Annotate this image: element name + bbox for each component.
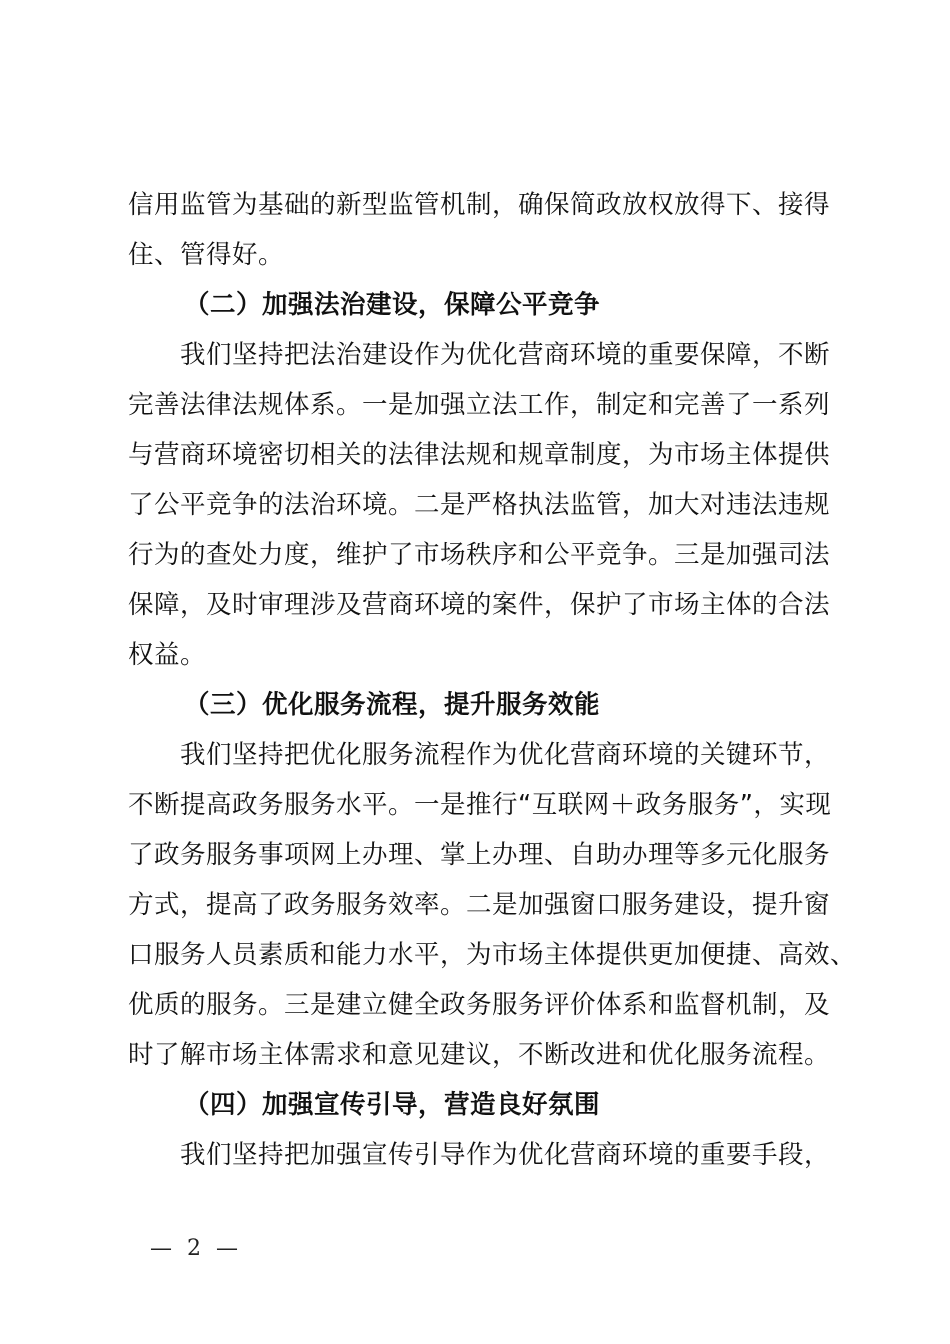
paragraph-line: 了政务服务事项网上办理、掌上办理、自助办理等多元化服务 <box>128 840 831 870</box>
paragraph-line: 口服务人员素质和能力水平，为市场主体提供更加便捷、高效、 <box>128 940 857 970</box>
paragraph-line: 与营商环境密切相关的法律法规和规章制度，为市场主体提供 <box>128 440 831 470</box>
body-text <box>128 180 857 1180</box>
paragraph-line: 优质的服务。三是建立健全政务服务评价体系和监督机制，及 <box>128 990 831 1020</box>
paragraph-line: 我们坚持把优化服务流程作为优化营商环境的关键环节， <box>180 740 831 770</box>
section-heading: （四）加强宣传引导，营造良好氛围 <box>184 1090 601 1120</box>
paragraph-line: 我们坚持把法治建设作为优化营商环境的重要保障，不断 <box>180 340 831 370</box>
section-heading: （二）加强法治建设，保障公平竞争 <box>184 290 601 320</box>
paragraph-line: 方式，提高了政务服务效率。二是加强窗口服务建设，提升窗 <box>128 890 831 920</box>
paragraph-line: 我们坚持把加强宣传引导作为优化营商环境的重要手段， <box>180 1140 831 1170</box>
paragraph-line: 了公平竞争的法治环境。二是严格执法监管，加大对违法违规 <box>128 490 831 520</box>
paragraph-line: 不断提高政务服务水平。一是推行“互联网＋政务服务”，实现 <box>128 790 832 820</box>
paragraph-line: 保障，及时审理涉及营商环境的案件，保护了市场主体的合法 <box>128 590 831 620</box>
paragraph-line: 住、管得好。 <box>128 240 285 270</box>
paragraph-line: 信用监管为基础的新型监管机制，确保简政放权放得下、接得 <box>128 190 831 220</box>
page-number: — 2 — <box>150 1236 242 1261</box>
paragraph-line: 完善法律法规体系。一是加强立法工作，制定和完善了一系列 <box>128 390 831 420</box>
paragraph-line: 权益。 <box>128 640 207 670</box>
paragraph-line: 时了解市场主体需求和意见建议，不断改进和优化服务流程。 <box>128 1040 831 1070</box>
section-heading: （三）优化服务流程，提升服务效能 <box>184 690 601 720</box>
paragraph-line: 行为的查处力度，维护了市场秩序和公平竞争。三是加强司法 <box>128 540 831 570</box>
